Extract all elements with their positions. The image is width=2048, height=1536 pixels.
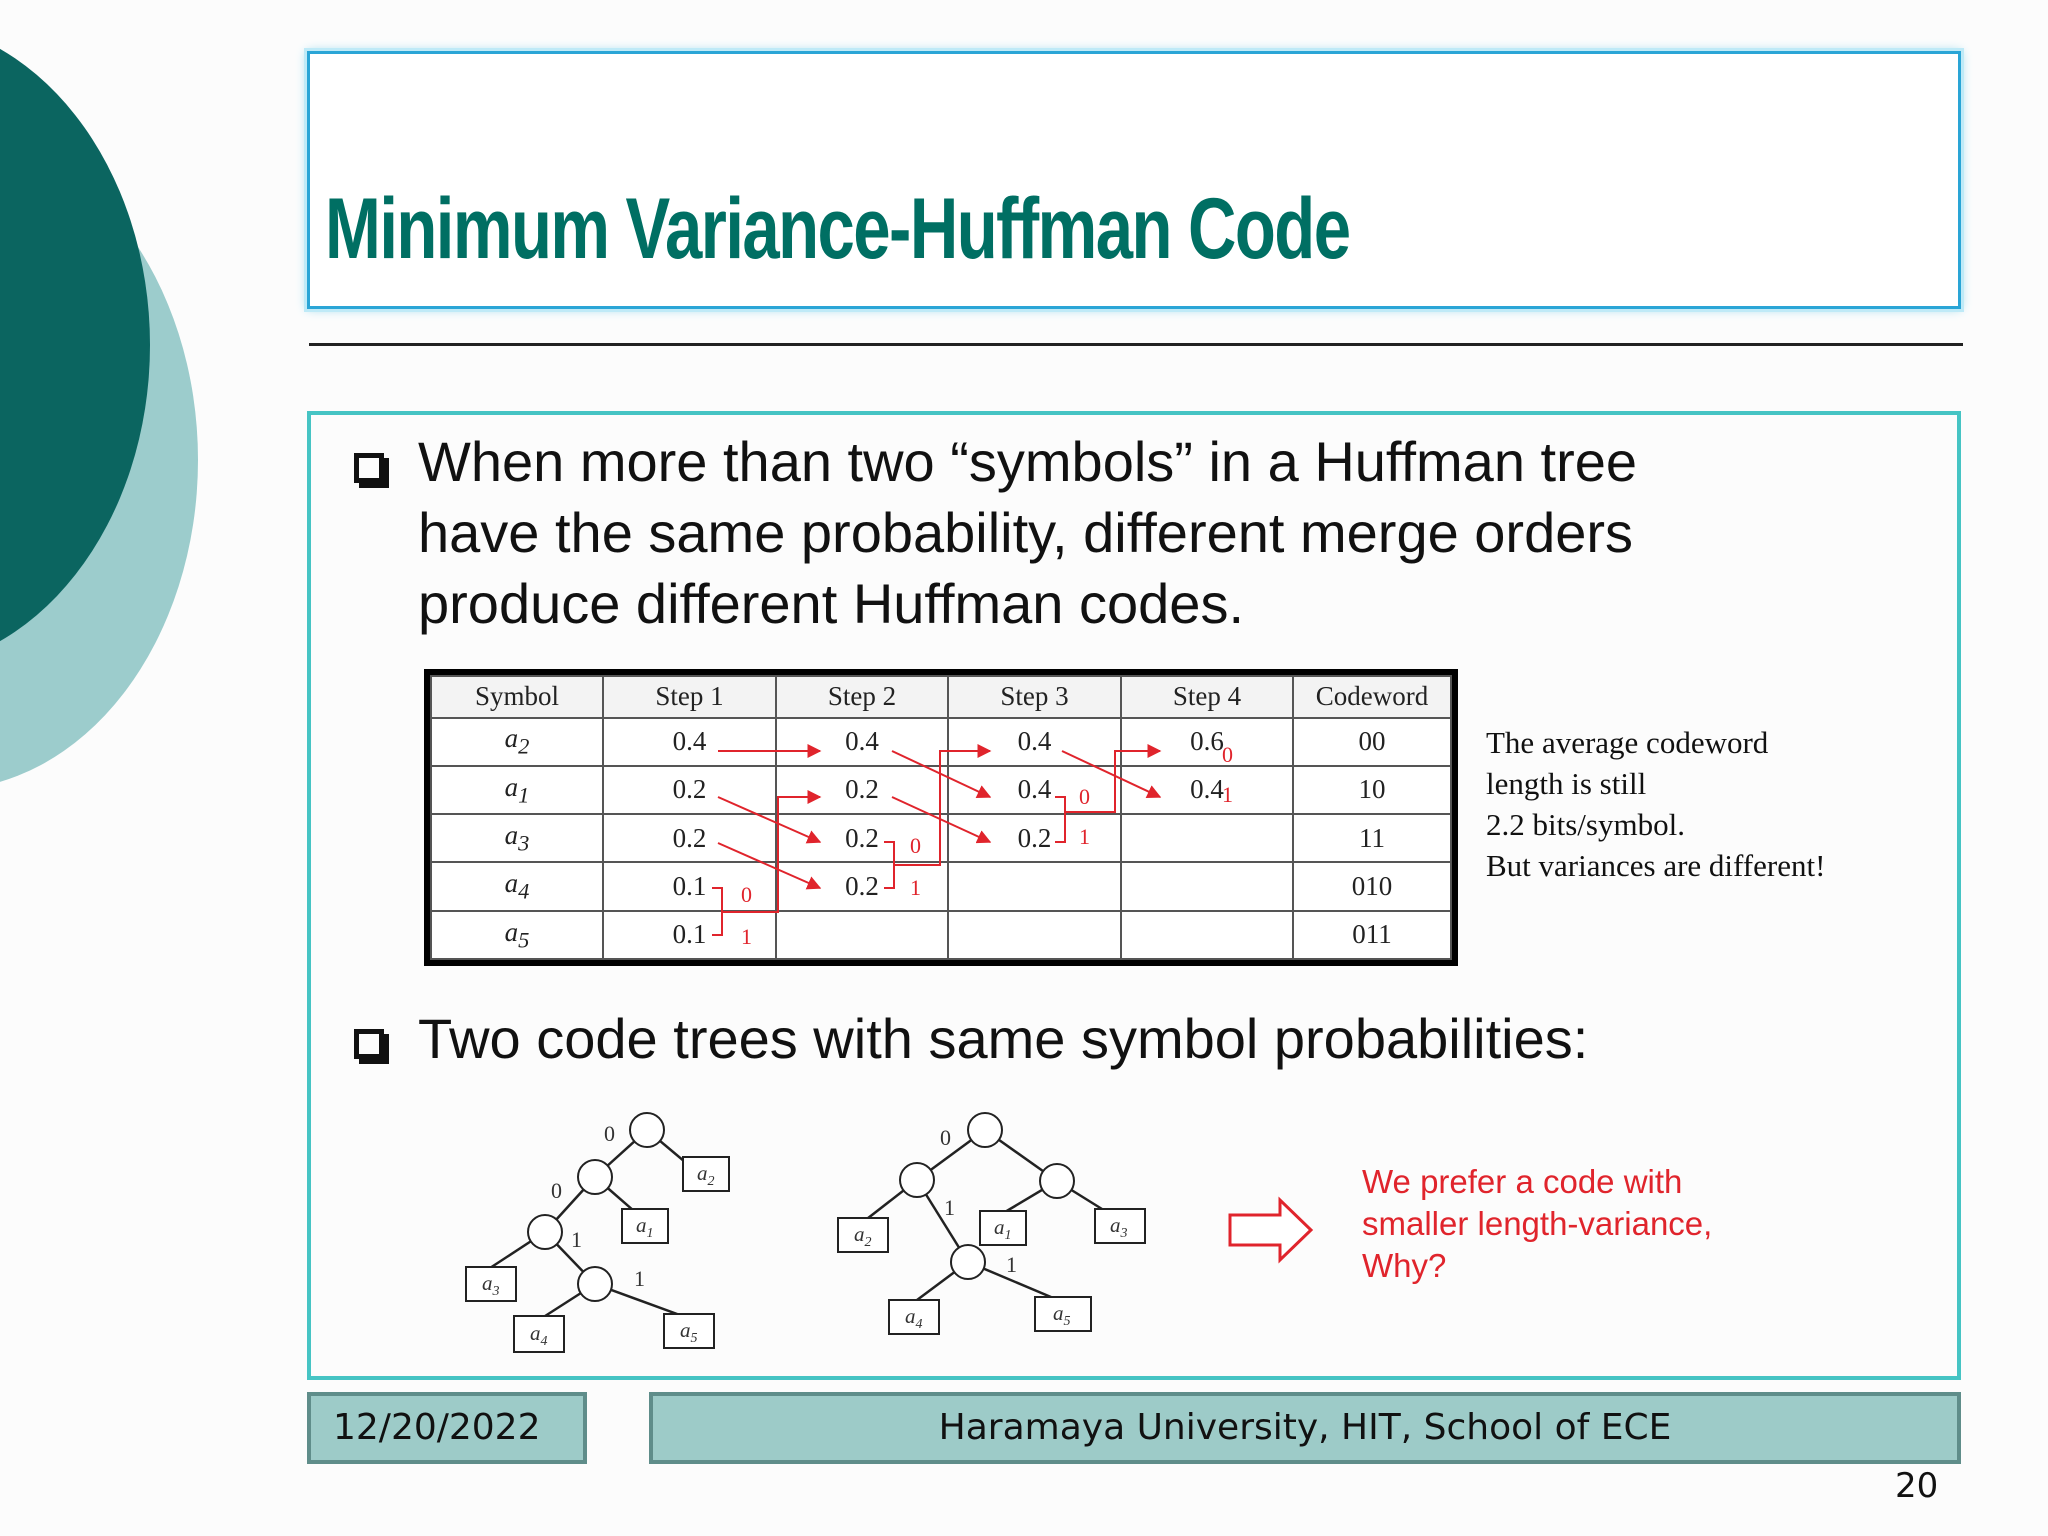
merge-bit: 1 (741, 924, 752, 949)
step1-cell: 0.1 (603, 911, 776, 959)
merge-bit: 0 (1079, 784, 1090, 809)
tree1-leaf-label: $a_5$ (680, 1318, 698, 1346)
page-number: 20 (1895, 1466, 1939, 1506)
tree2-leaf-label: $a_1$ (994, 1215, 1012, 1243)
codeword-cell: 011 (1293, 911, 1451, 959)
codeword-cell: 11 (1293, 814, 1451, 862)
tree1-node (630, 1113, 664, 1147)
tree-bit: 1 (634, 1266, 645, 1291)
codeword-cell: 010 (1293, 862, 1451, 910)
tree1-node (578, 1267, 612, 1301)
right-arrow-icon (1230, 1200, 1311, 1260)
tree1-node (528, 1215, 562, 1249)
symbol-cell: $a_2$ (431, 718, 603, 766)
step3-cell: 0.4 (948, 766, 1121, 814)
tree2-node (1040, 1164, 1074, 1198)
tree-bit: 0 (551, 1178, 562, 1203)
page-title: Minimum Variance-Huffman Code (325, 181, 1350, 277)
step2-cell: 0.2 (776, 862, 948, 910)
tree1-leaf-label: $a_2$ (697, 1161, 715, 1189)
codeword-cell: 10 (1293, 766, 1451, 814)
footer-date: 12/20/2022 (307, 1392, 587, 1464)
tree2-leaf-label: $a_5$ (1053, 1301, 1071, 1329)
tree2-node (968, 1113, 1002, 1147)
tree-bit: 0 (604, 1121, 615, 1146)
step3-cell: 0.2 (948, 814, 1121, 862)
codeword-cell: 00 (1293, 718, 1451, 766)
tree2-node (900, 1163, 934, 1197)
tree2-leaf-label: $a_4$ (905, 1304, 923, 1332)
merge-bit: 0 (910, 833, 921, 858)
table-header: Step 4 (1121, 676, 1293, 718)
tree-bit: 0 (940, 1125, 951, 1150)
step1-cell: 0.1 (603, 862, 776, 910)
step4-cell: 0.6 (1121, 718, 1293, 766)
merge-bit: 0 (741, 882, 752, 907)
tree-bit: 1 (944, 1195, 955, 1220)
merge-bit: 1 (910, 875, 921, 900)
table-header: Step 3 (948, 676, 1121, 718)
tree-bit: 1 (571, 1227, 582, 1252)
tree2-leaf-label: $a_3$ (1110, 1213, 1128, 1241)
table-header: Symbol (431, 676, 603, 718)
footer-institution: Haramaya University, HIT, School of ECE (649, 1392, 1961, 1464)
tree1-leaf-label: $a_1$ (636, 1213, 654, 1241)
preference-note: We prefer a code with smaller length-variance, Why? (1362, 1163, 1713, 1284)
bullet-1-line-1: When more than two “symbols” in a Huffman tree (418, 430, 1638, 493)
table-header: Step 1 (603, 676, 776, 718)
merge-bit: 1 (1079, 824, 1090, 849)
merge-bit: 1 (1222, 782, 1233, 807)
step1-cell: 0.2 (603, 814, 776, 862)
symbol-cell: $a_4$ (431, 862, 603, 910)
average-length-note: The average codeword length is still 2.2 bits/symbol. But variances are different! (1486, 725, 1826, 883)
bullet-1-line-2: have the same probability, different merge orders (418, 501, 1634, 564)
tree-bit: 1 (1006, 1252, 1017, 1277)
table-header: Codeword (1293, 676, 1451, 718)
step2-cell: 0.2 (776, 766, 948, 814)
table-header: Step 2 (776, 676, 948, 718)
symbol-cell: $a_3$ (431, 814, 603, 862)
tree1-node (578, 1160, 612, 1194)
tree2-node (951, 1245, 985, 1279)
step1-cell: 0.4 (603, 718, 776, 766)
tree1-leaf-label: $a_3$ (482, 1271, 500, 1299)
tree2-leaf-label: $a_2$ (854, 1222, 872, 1250)
step2-cell: 0.4 (776, 718, 948, 766)
step4-cell: 0.4 (1121, 766, 1293, 814)
bullet-2-line-1: Two code trees with same symbol probabilities: (418, 1007, 1589, 1070)
bullet-1-line-3: produce different Huffman codes. (418, 572, 1244, 635)
symbol-cell: $a_5$ (431, 911, 603, 959)
tree1-leaf-label: $a_4$ (530, 1321, 548, 1349)
merge-bit: 0 (1222, 742, 1233, 767)
step3-cell: 0.4 (948, 718, 1121, 766)
symbol-cell: $a_1$ (431, 766, 603, 814)
step2-cell: 0.2 (776, 814, 948, 862)
step1-cell: 0.2 (603, 766, 776, 814)
